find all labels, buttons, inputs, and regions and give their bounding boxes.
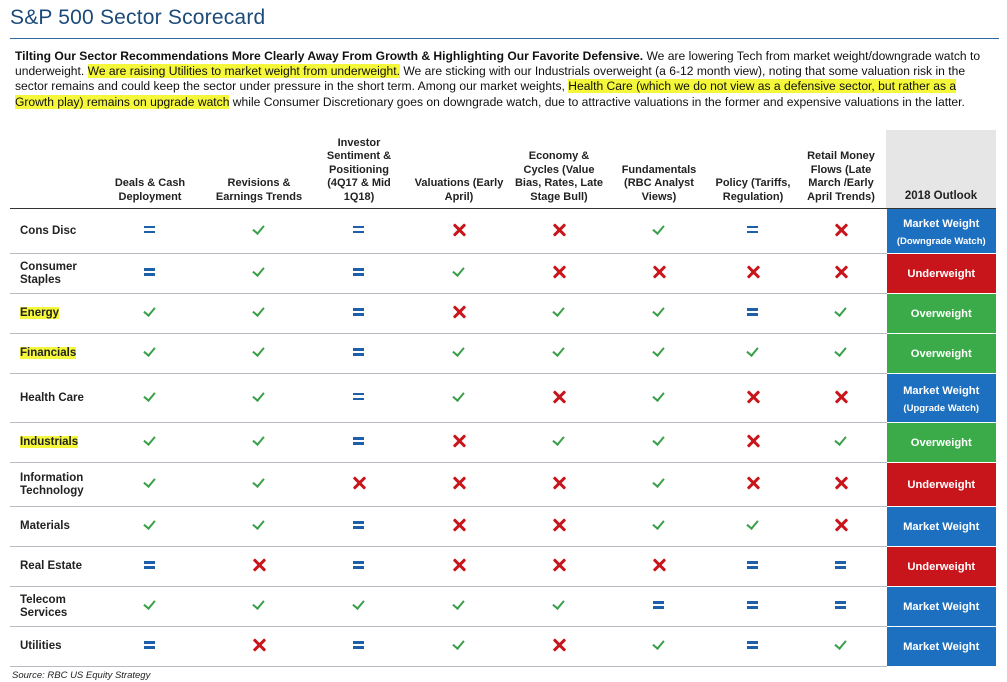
cross-icon [833, 517, 849, 533]
signal-cell [92, 507, 208, 547]
factor-column-header: Investor Sentiment & Positioning (4Q17 & Mid 1Q18) [310, 130, 408, 209]
table-row [10, 547, 996, 587]
cross-icon [833, 389, 849, 405]
outlook-column-header: 2018 Outlook [886, 130, 996, 209]
signal-cell [310, 294, 408, 334]
check-icon [451, 344, 467, 360]
signal-cell [510, 507, 608, 547]
check-icon [551, 433, 567, 449]
sector-name: Telecom Services [20, 593, 68, 619]
signal-cell [408, 547, 510, 587]
cross-icon [551, 637, 567, 653]
cross-icon [551, 389, 567, 405]
sector-scorecard-table [10, 130, 996, 667]
table-row [10, 294, 996, 334]
signal-cell [208, 547, 310, 587]
signal-cell [92, 463, 208, 507]
table-row [10, 209, 996, 254]
signal-cell [710, 463, 796, 507]
signal-cell [92, 374, 208, 423]
signal-cell [408, 627, 510, 667]
equal-icon [351, 637, 367, 653]
signal-cell [92, 254, 208, 294]
intro-lead: Tilting Our Sector Recommendations More Clearly Away From Growth & Highlighting Our Favorite Defensive. [15, 49, 644, 63]
table-row [10, 423, 996, 463]
outlook-label: Market Weight [903, 385, 980, 397]
sector-name: Financials [20, 347, 77, 359]
check-icon [551, 304, 567, 320]
signal-cell [796, 374, 886, 423]
signal-cell [710, 423, 796, 463]
cross-icon [551, 222, 567, 238]
intro-text-2: We are sticking with our Industrials overweight (a 6-12 month view), noting that some valuation risk in the sector remains and could keep the sector under pressure in the short term. Among our market weights, [15, 64, 966, 94]
outlook-label: Underweight [907, 560, 976, 573]
sector-name-cell [10, 334, 92, 374]
equal-icon [351, 304, 367, 320]
check-icon [351, 597, 367, 613]
signal-cell [92, 547, 208, 587]
cross-icon [651, 264, 667, 280]
outlook-badge [886, 547, 996, 587]
check-icon [142, 344, 158, 360]
signal-cell [310, 463, 408, 507]
check-icon [651, 222, 667, 238]
sector-name: Utilities [20, 640, 62, 652]
equal-icon [745, 597, 761, 613]
outlook-label: Overweight [910, 307, 972, 320]
intro-text-3: while Consumer Discretionary goes on downgrade watch, due to attractive valuations in the former and expensive valuations in the latter. [229, 94, 965, 109]
signal-cell [796, 294, 886, 334]
signal-cell [310, 334, 408, 374]
check-icon [651, 433, 667, 449]
table-row [10, 374, 996, 423]
cross-icon [745, 433, 761, 449]
cross-icon [451, 557, 467, 573]
check-icon [142, 597, 158, 613]
sector-name-cell [10, 627, 92, 667]
sector-name-cell [10, 547, 92, 587]
signal-cell [408, 463, 510, 507]
signal-cell [408, 374, 510, 423]
signal-cell [208, 627, 310, 667]
signal-cell [710, 294, 796, 334]
signal-cell [92, 209, 208, 254]
cross-icon [833, 264, 849, 280]
signal-cell [710, 254, 796, 294]
equal-icon [745, 557, 761, 573]
equal-icon [142, 557, 158, 573]
equal-icon [745, 304, 761, 320]
signal-cell [710, 587, 796, 627]
check-icon [142, 517, 158, 533]
sector-name-cell [10, 294, 92, 334]
signal-cell [408, 254, 510, 294]
cross-icon [551, 264, 567, 280]
equal-icon [745, 637, 761, 653]
check-icon [251, 517, 267, 533]
signal-cell [310, 587, 408, 627]
outlook-badge [886, 587, 996, 627]
table-row [10, 254, 996, 294]
signal-cell [310, 423, 408, 463]
sector-name-cell [10, 423, 92, 463]
signal-cell [510, 294, 608, 334]
check-icon [651, 475, 667, 491]
outlook-label: Market Weight [903, 520, 980, 533]
outlook-badge [886, 254, 996, 294]
factor-column-header: Retail Money Flows (Late March /Early April Trends) [796, 130, 886, 209]
signal-cell [608, 209, 710, 254]
cross-icon [551, 475, 567, 491]
check-icon [142, 433, 158, 449]
outlook-badge [886, 334, 996, 374]
intro-paragraph [15, 49, 995, 110]
cross-icon [251, 557, 267, 573]
signal-cell [510, 374, 608, 423]
signal-cell [408, 423, 510, 463]
signal-cell [710, 374, 796, 423]
outlook-watch-label: (Upgrade Watch) [903, 403, 980, 414]
equal-icon [142, 264, 158, 280]
sector-name-cell [10, 209, 92, 254]
outlook-label: Overweight [910, 436, 972, 449]
check-icon [833, 304, 849, 320]
sector-name: Information Technology [20, 471, 84, 497]
signal-cell [796, 547, 886, 587]
equal-icon [351, 344, 367, 360]
equal-icon [351, 389, 367, 405]
signal-cell [608, 294, 710, 334]
signal-cell [710, 627, 796, 667]
header-row [10, 130, 996, 209]
signal-cell [796, 587, 886, 627]
cross-icon [651, 557, 667, 573]
outlook-label: Overweight [910, 347, 972, 360]
page-title: S&P 500 Sector Scorecard [10, 6, 266, 29]
signal-cell [510, 463, 608, 507]
check-icon [833, 344, 849, 360]
intro-highlight-health-care: Health Care (which we do not view as a defensive sector, but rather as a Growth play) remains on upgrade watch [15, 79, 957, 109]
cross-icon [551, 517, 567, 533]
check-icon [833, 433, 849, 449]
signal-cell [608, 627, 710, 667]
signal-cell [608, 547, 710, 587]
title-divider [10, 38, 999, 39]
equal-icon [651, 597, 667, 613]
signal-cell [408, 507, 510, 547]
check-icon [251, 264, 267, 280]
outlook-label: Underweight [907, 478, 976, 491]
signal-cell [208, 294, 310, 334]
signal-cell [208, 334, 310, 374]
outlook-badge [886, 374, 996, 423]
cross-icon [351, 475, 367, 491]
factor-column-header: Economy & Cycles (Value Bias, Rates, Late Stage Bull) [510, 130, 608, 209]
check-icon [451, 597, 467, 613]
outlook-badge [886, 294, 996, 334]
table-row [10, 463, 996, 507]
outlook-badge [886, 209, 996, 254]
signal-cell [608, 463, 710, 507]
factor-column-header: Deals & Cash Deployment [92, 130, 208, 209]
table-row [10, 507, 996, 547]
check-icon [833, 637, 849, 653]
equal-icon [142, 637, 158, 653]
signal-cell [608, 254, 710, 294]
signal-cell [310, 547, 408, 587]
signal-cell [310, 254, 408, 294]
table-row [10, 587, 996, 627]
check-icon [251, 304, 267, 320]
signal-cell [510, 627, 608, 667]
check-icon [142, 304, 158, 320]
signal-cell [92, 294, 208, 334]
signal-cell [608, 587, 710, 627]
sector-name: Real Estate [20, 560, 83, 572]
sector-name: Health Care [20, 391, 84, 404]
check-icon [251, 475, 267, 491]
signal-cell [608, 334, 710, 374]
table-row [10, 334, 996, 374]
signal-cell [608, 374, 710, 423]
sector-name-cell [10, 587, 92, 627]
cross-icon [451, 304, 467, 320]
cross-icon [451, 433, 467, 449]
signal-cell [208, 209, 310, 254]
sector-name: Industrials [20, 436, 79, 448]
table-body [10, 209, 996, 667]
outlook-label: Market Weight [903, 600, 980, 613]
signal-cell [208, 463, 310, 507]
signal-cell [310, 374, 408, 423]
signal-cell [408, 334, 510, 374]
cross-icon [251, 637, 267, 653]
signal-cell [710, 547, 796, 587]
check-icon [651, 344, 667, 360]
outlook-badge [886, 463, 996, 507]
sector-name-cell [10, 254, 92, 294]
equal-icon [745, 222, 761, 238]
signal-cell [408, 294, 510, 334]
signal-cell [796, 463, 886, 507]
source-note: Source: RBC US Equity Strategy [12, 670, 151, 681]
signal-cell [408, 209, 510, 254]
cross-icon [551, 557, 567, 573]
check-icon [251, 597, 267, 613]
factor-column-header: Policy (Tariffs, Regulation) [710, 130, 796, 209]
cross-icon [833, 475, 849, 491]
signal-cell [608, 423, 710, 463]
check-icon [451, 264, 467, 280]
signal-cell [510, 209, 608, 254]
check-icon [651, 637, 667, 653]
signal-cell [710, 334, 796, 374]
sector-name-cell [10, 463, 92, 507]
signal-cell [92, 334, 208, 374]
check-icon [651, 517, 667, 533]
signal-cell [310, 507, 408, 547]
outlook-badge [886, 627, 996, 667]
signal-cell [208, 254, 310, 294]
outlook-badge [886, 423, 996, 463]
cross-icon [451, 222, 467, 238]
signal-cell [92, 587, 208, 627]
cross-icon [745, 475, 761, 491]
check-icon [451, 637, 467, 653]
signal-cell [310, 627, 408, 667]
signal-cell [510, 587, 608, 627]
check-icon [551, 597, 567, 613]
signal-cell [796, 627, 886, 667]
check-icon [745, 344, 761, 360]
outlook-label: Underweight [907, 267, 976, 280]
equal-icon [351, 264, 367, 280]
signal-cell [92, 423, 208, 463]
cross-icon [833, 222, 849, 238]
signal-cell [208, 587, 310, 627]
signal-cell [608, 507, 710, 547]
outlook-watch-label: (Downgrade Watch) [896, 236, 986, 247]
sector-name: Cons Disc [20, 224, 77, 237]
check-icon [651, 389, 667, 405]
check-icon [251, 389, 267, 405]
check-icon [251, 222, 267, 238]
sector-name-cell [10, 507, 92, 547]
equal-icon [142, 222, 158, 238]
signal-cell [796, 334, 886, 374]
outlook-label: Market Weight [903, 218, 980, 230]
sector-name: Energy [20, 307, 59, 319]
equal-icon [351, 557, 367, 573]
intro-highlight-utilities: We are raising Utilities to market weight from underweight. [87, 64, 400, 79]
check-icon [451, 389, 467, 405]
factor-column-header: Valuations (Early April) [408, 130, 510, 209]
equal-icon [833, 557, 849, 573]
signal-cell [208, 374, 310, 423]
sector-column-header [10, 130, 92, 209]
check-icon [251, 433, 267, 449]
check-icon [745, 517, 761, 533]
outlook-badge [886, 507, 996, 547]
signal-cell [796, 507, 886, 547]
equal-icon [351, 222, 367, 238]
cross-icon [745, 389, 761, 405]
factor-column-header: Fundamentals (RBC Analyst Views) [608, 130, 710, 209]
signal-cell [208, 507, 310, 547]
sector-name: Materials [20, 520, 70, 532]
signal-cell [796, 254, 886, 294]
signal-cell [92, 627, 208, 667]
signal-cell [510, 423, 608, 463]
check-icon [142, 475, 158, 491]
equal-icon [833, 597, 849, 613]
cross-icon [451, 475, 467, 491]
signal-cell [510, 254, 608, 294]
signal-cell [710, 209, 796, 254]
outlook-label: Market Weight [903, 640, 980, 653]
signal-cell [208, 423, 310, 463]
check-icon [251, 344, 267, 360]
signal-cell [310, 209, 408, 254]
table-row [10, 627, 996, 667]
signal-cell [710, 507, 796, 547]
signal-cell [796, 209, 886, 254]
signal-cell [510, 334, 608, 374]
equal-icon [351, 433, 367, 449]
cross-icon [745, 264, 761, 280]
cross-icon [451, 517, 467, 533]
signal-cell [408, 587, 510, 627]
signal-cell [510, 547, 608, 587]
sector-name-cell [10, 374, 92, 423]
check-icon [651, 304, 667, 320]
signal-cell [796, 423, 886, 463]
check-icon [551, 344, 567, 360]
factor-column-header: Revisions & Earnings Trends [208, 130, 310, 209]
check-icon [142, 389, 158, 405]
sector-name: Consumer Staples [20, 260, 77, 286]
equal-icon [351, 517, 367, 533]
intro-text-1: We are lowering Tech from market weight/downgrade watch to underweight. [15, 49, 981, 79]
